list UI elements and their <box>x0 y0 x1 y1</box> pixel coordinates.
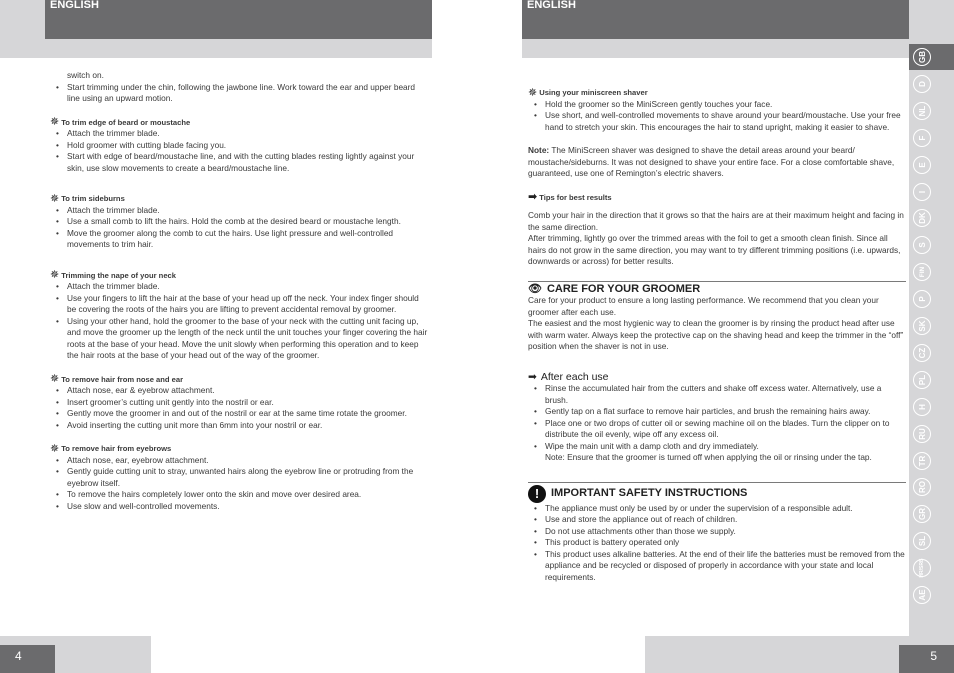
list-item: • This product uses alkaline batteries. At the end of their life the batteries must be removed from the appliance and be recycled or disposed of properly in accordance with your state and local requirements. <box>528 549 906 584</box>
nape-section-title: ✵ Trimming the nape of your neck <box>50 269 176 282</box>
after-use-list <box>528 383 906 452</box>
safety-list <box>528 503 906 584</box>
care-section-title: 👁 CARE FOR YOUR GROOMER <box>528 281 906 296</box>
tips-section-title: ➡ Tips for best results <box>528 191 612 204</box>
list-item: • Attach the trimmer blade. <box>50 205 428 217</box>
language-tab-f[interactable]: F <box>913 129 931 147</box>
safety-section-title: ! IMPORTANT SAFETY INSTRUCTIONS <box>528 482 906 503</box>
list-item: • Do not use attachments other than those we supply. <box>528 526 906 538</box>
list-item: • The appliance must only be used by or under the supervision of a responsible adult. <box>528 503 906 515</box>
intro-list <box>50 82 428 105</box>
language-tab-s[interactable]: S <box>913 236 931 254</box>
care-paragraph: Care for your product to ensure a long lasting performance. We recommend that you clean your groomer after each use. <box>528 295 879 317</box>
sparkle-icon: ✵ <box>50 269 60 282</box>
language-tab-sl[interactable]: SL <box>913 532 931 550</box>
list-item: • Gently guide cutting unit to stray, unwanted hairs along the eyebrow line or protruding from the eyebrow itself. <box>50 466 428 489</box>
language-tab-tr[interactable]: TR <box>913 452 931 470</box>
tips-paragraph: After trimming, lightly go over the trimmed areas with the foil to get a smooth clean finish. Since all hairs do not grow in the same direction, you may want to try different trimming positions (i.e. upwards, downwards or across) for better results. <box>528 233 901 266</box>
miniscreen-list <box>528 99 906 134</box>
eyebrows-list <box>50 455 428 513</box>
list-item: • To remove the hairs completely lower onto the skin and move over desired area. <box>50 489 428 501</box>
language-tab-dk[interactable]: DK <box>913 209 931 227</box>
language-tab-pl[interactable]: PL <box>913 371 931 389</box>
nose-section-title: ✵ To remove hair from nose and ear <box>50 373 184 386</box>
list-item: • Use a small comb to lift the hairs. Hold the comb at the desired beard or moustache length. <box>50 216 428 228</box>
language-tab-fin[interactable]: FIN <box>913 263 931 281</box>
beard-section-title: ✵ To trim edge of beard or moustache <box>50 116 191 129</box>
sparkle-icon: ✵ <box>50 116 60 129</box>
list-item: • Avoid inserting the cutting unit more than 6mm into your nostril or ear. <box>50 420 428 432</box>
list-item: • Move the groomer along the comb to cut the hairs. Use light pressure and well-controlled movements to trim hair. <box>50 228 428 251</box>
list-item: • Start with edge of beard/moustache line, and with the cutting blades resting lightly against your skin, use slow movements to create a beard/moustache line. <box>50 151 428 174</box>
after-use-title: ➡ After each use <box>528 370 609 383</box>
list-item: • Place one or two drops of cutter oil or sewing machine oil on the blades. Turn the clipper on to distribute the oil evenly, wipe off any excess oil. <box>528 418 906 441</box>
language-tab-p[interactable]: P <box>913 290 931 308</box>
language-tab-ae[interactable]: AE <box>913 586 931 604</box>
sparkle-icon: ✵ <box>50 373 60 386</box>
list-item: • Attach nose, ear & eyebrow attachment. <box>50 385 428 397</box>
care-paragraph: The easiest and the most hygienic way to clean the groomer is by rinsing the product head after use with warm water. Always keep the protective cap on the shaving head and keep the trimmer in the “off” position when the shaver is not in use. <box>528 318 904 351</box>
miniscreen-note: Note: The MiniScreen shaver was designed to shave the detail areas around your beard/ moustache/sideburns. It was not designed to shave your entire face. For a close comfortable shave, guaranteed, use one of Remington’s electric shavers. <box>528 145 895 178</box>
arrow-right-icon: ➡ <box>528 370 537 383</box>
list-item: • Rinse the accumulated hair from the cutters and shake off excess water. Alternatively, use a brush. <box>528 383 906 406</box>
language-tab-h[interactable]: H <box>913 398 931 416</box>
list-item: • Wipe the main unit with a damp cloth and dry immediately. <box>528 441 906 453</box>
page-number-left: 4 <box>0 645 55 673</box>
list-item: • Start trimming under the chin, following the jawbone line. Work toward the ear and upper beard line using an upward motion. <box>50 82 428 105</box>
list-item: • This product is battery operated only <box>528 537 906 549</box>
language-tab-hr-srb[interactable]: HR/SRB <box>913 559 931 577</box>
language-tab-cz[interactable]: CZ <box>913 344 931 362</box>
continued-text: switch on. <box>67 70 104 80</box>
list-item: • Gently move the groomer in and out of the nostril or ear at the same time rotate the groomer. <box>50 408 428 420</box>
list-item: • Gently tap on a flat surface to remove hair particles, and brush the remaining hairs away. <box>528 406 906 418</box>
warning-icon: ! <box>528 485 546 503</box>
list-item: • Attach the trimmer blade. <box>50 281 428 293</box>
language-tab-nl[interactable]: NL <box>913 102 931 120</box>
language-tab-ru[interactable]: RU <box>913 425 931 443</box>
language-tab-gb[interactable]: GB <box>913 48 931 66</box>
eye-icon: 👁 <box>528 282 542 295</box>
after-use-note: Note: Ensure that the groomer is turned off when applying the oil or rinsing under the tap. <box>545 452 872 462</box>
list-item: • Use short, and well-controlled movements to shave around your beard/moustache. Use your free hand to stretch your skin. This encourages the hair to stand upright, making it easier to shave. <box>528 110 906 133</box>
eyebrows-section-title: ✵ To remove hair from eyebrows <box>50 442 172 455</box>
language-tab-e[interactable]: E <box>913 156 931 174</box>
right-page-content <box>528 87 906 583</box>
list-item: • Attach nose, ear, eyebrow attachment. <box>50 455 428 467</box>
list-item: • Use your fingers to lift the hair at the base of your head up off the neck. Your index finger should be covering the roots of the hairs you are lifting to prevent accidental removal by groomer. <box>50 293 428 316</box>
page-number-right: 5 <box>899 645 954 673</box>
sparkle-icon: ✵ <box>528 86 538 99</box>
list-item: • Attach the trimmer blade. <box>50 128 428 140</box>
nose-list <box>50 385 428 431</box>
list-item: • Use and store the appliance out of reach of children. <box>528 514 906 526</box>
language-tab-sk[interactable]: SK <box>913 317 931 335</box>
language-tab-i[interactable]: I <box>913 183 931 201</box>
left-page-content <box>50 70 428 512</box>
miniscreen-section-title: ✵ Using your miniscreen shaver <box>528 86 648 99</box>
list-item: • Use slow and well-controlled movements. <box>50 501 428 513</box>
right-page-header: ENGLISH <box>522 0 909 39</box>
list-item: • Using your other hand, hold the groomer to the base of your neck with the cutting unit facing up, and move the groomer up the length of the neck until the unit touches your finger covering the hair roots at the base of your head. Move the unit slowly when performing this operation and to keep the hair roots at the base of your head out of the way of the groomer. <box>50 316 428 362</box>
list-item: • Hold the groomer so the MiniScreen gently touches your face. <box>528 99 906 111</box>
beard-list <box>50 128 428 174</box>
language-tab-d[interactable]: D <box>913 75 931 93</box>
list-item: • Insert groomer’s cutting unit gently into the nostril or ear. <box>50 397 428 409</box>
sideburns-section-title: ✵ To trim sideburns <box>50 192 125 205</box>
language-tab-gr[interactable]: GR <box>913 505 931 523</box>
sparkle-icon: ✵ <box>50 442 60 455</box>
list-item: • Hold groomer with cutting blade facing you. <box>50 140 428 152</box>
arrow-right-icon: ➡ <box>528 191 538 204</box>
sideburns-list <box>50 205 428 251</box>
language-tab-ro[interactable]: RO <box>913 478 931 496</box>
sparkle-icon: ✵ <box>50 192 60 205</box>
left-page-header: ENGLISH <box>45 0 432 39</box>
tips-paragraph: Comb your hair in the direction that it grows so that the hairs are at their maximum height and facing in the same direction. <box>528 210 904 232</box>
page-gutter <box>432 0 522 673</box>
nape-list <box>50 281 428 362</box>
